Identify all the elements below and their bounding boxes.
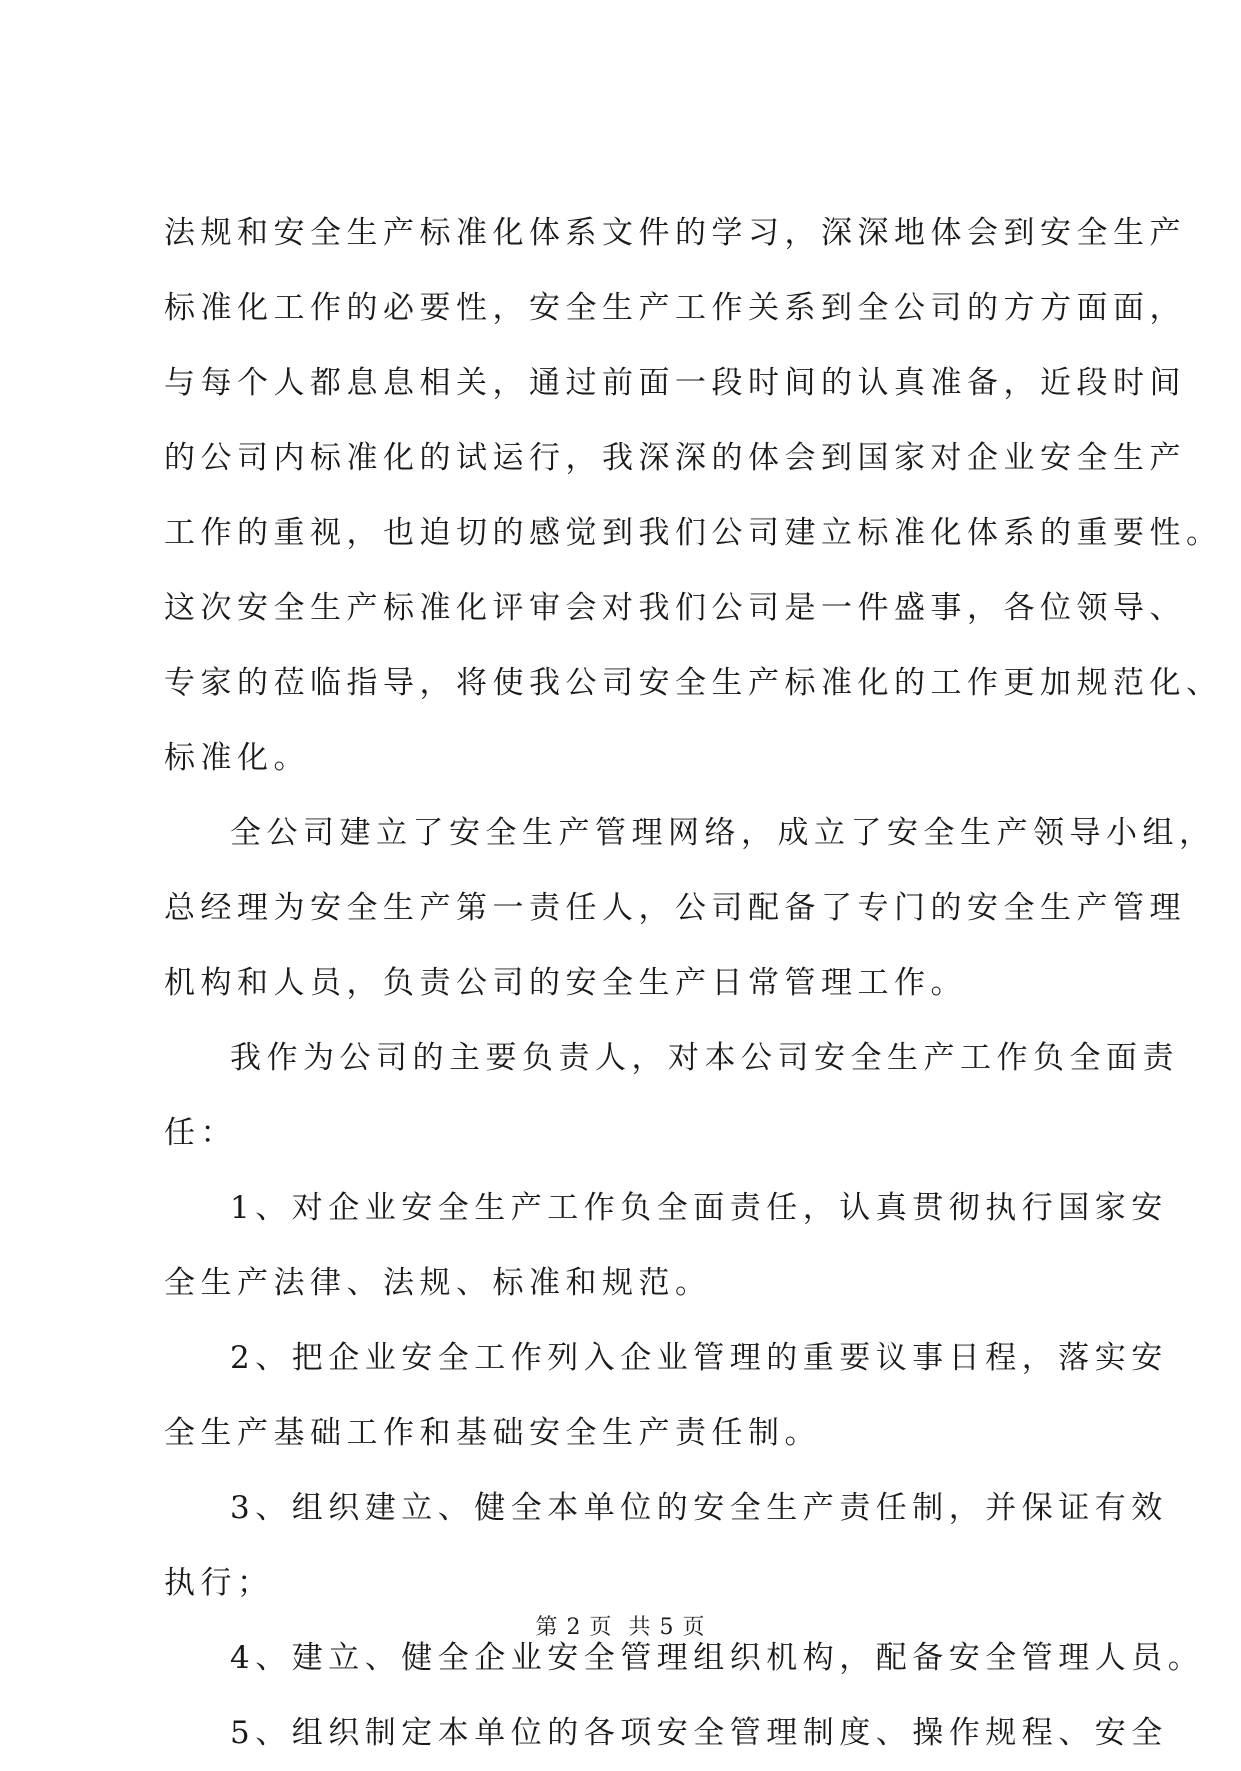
paragraph-start-line: 全公司建立了安全生产管理网络，成立了安全生产领导小组， [230, 815, 1216, 851]
text-line: 的公司内标准化的试运行，我深深的体会到国家对企业安全生产 [164, 440, 1186, 476]
text-line: 这次安全生产标准化评审会对我们公司是一件盛事，各位领导、 [164, 590, 1186, 626]
list-item-5-line: 5、组织制定本单位的各项安全管理制度、操作规程、安全 [230, 1715, 1168, 1751]
page-number-footer: 第 2 页 共 5 页 [535, 1615, 706, 1640]
text-line: 法规和安全生产标准化体系文件的学习，深深地体会到安全生产 [164, 215, 1186, 251]
list-item-3-line: 3、组织建立、健全本单位的安全生产责任制，并保证有效 [230, 1490, 1168, 1526]
list-item-2-line: 2、把企业安全工作列入企业管理的重要议事日程，落实安 [230, 1340, 1168, 1376]
text-line: 全生产基础工作和基础安全生产责任制。 [164, 1415, 821, 1451]
text-line: 与每个人都息息相关，通过前面一段时间的认真准备，近段时间 [164, 365, 1186, 401]
text-line: 工作的重视，也迫切的感觉到我们公司建立标准化体系的重要性。 [164, 515, 1223, 551]
text-line: 总经理为安全生产第一责任人，公司配备了专门的安全生产管理 [164, 890, 1186, 926]
text-line: 全生产法律、法规、标准和规范。 [164, 1265, 712, 1301]
list-item-4-line: 4、建立、健全企业安全管理组织机构，配备安全管理人员。 [230, 1640, 1205, 1676]
text-line: 专家的莅临指导，将使我公司安全生产标准化的工作更加规范化、 [164, 665, 1223, 701]
text-line: 标准化工作的必要性，安全生产工作关系到全公司的方方面面， [164, 290, 1186, 326]
document-body [164, 196, 1223, 1771]
text-line: 执行； [164, 1565, 274, 1601]
text-line: 任： [164, 1115, 237, 1151]
list-item-1-line: 1、对企业安全生产工作负全面责任，认真贯彻执行国家安 [230, 1190, 1168, 1226]
paragraph-start-line: 我作为公司的主要负责人，对本公司安全生产工作负全面责 [230, 1040, 1179, 1076]
text-line: 机构和人员，负责公司的安全生产日常管理工作。 [164, 965, 967, 1001]
text-line: 标准化。 [164, 740, 310, 776]
